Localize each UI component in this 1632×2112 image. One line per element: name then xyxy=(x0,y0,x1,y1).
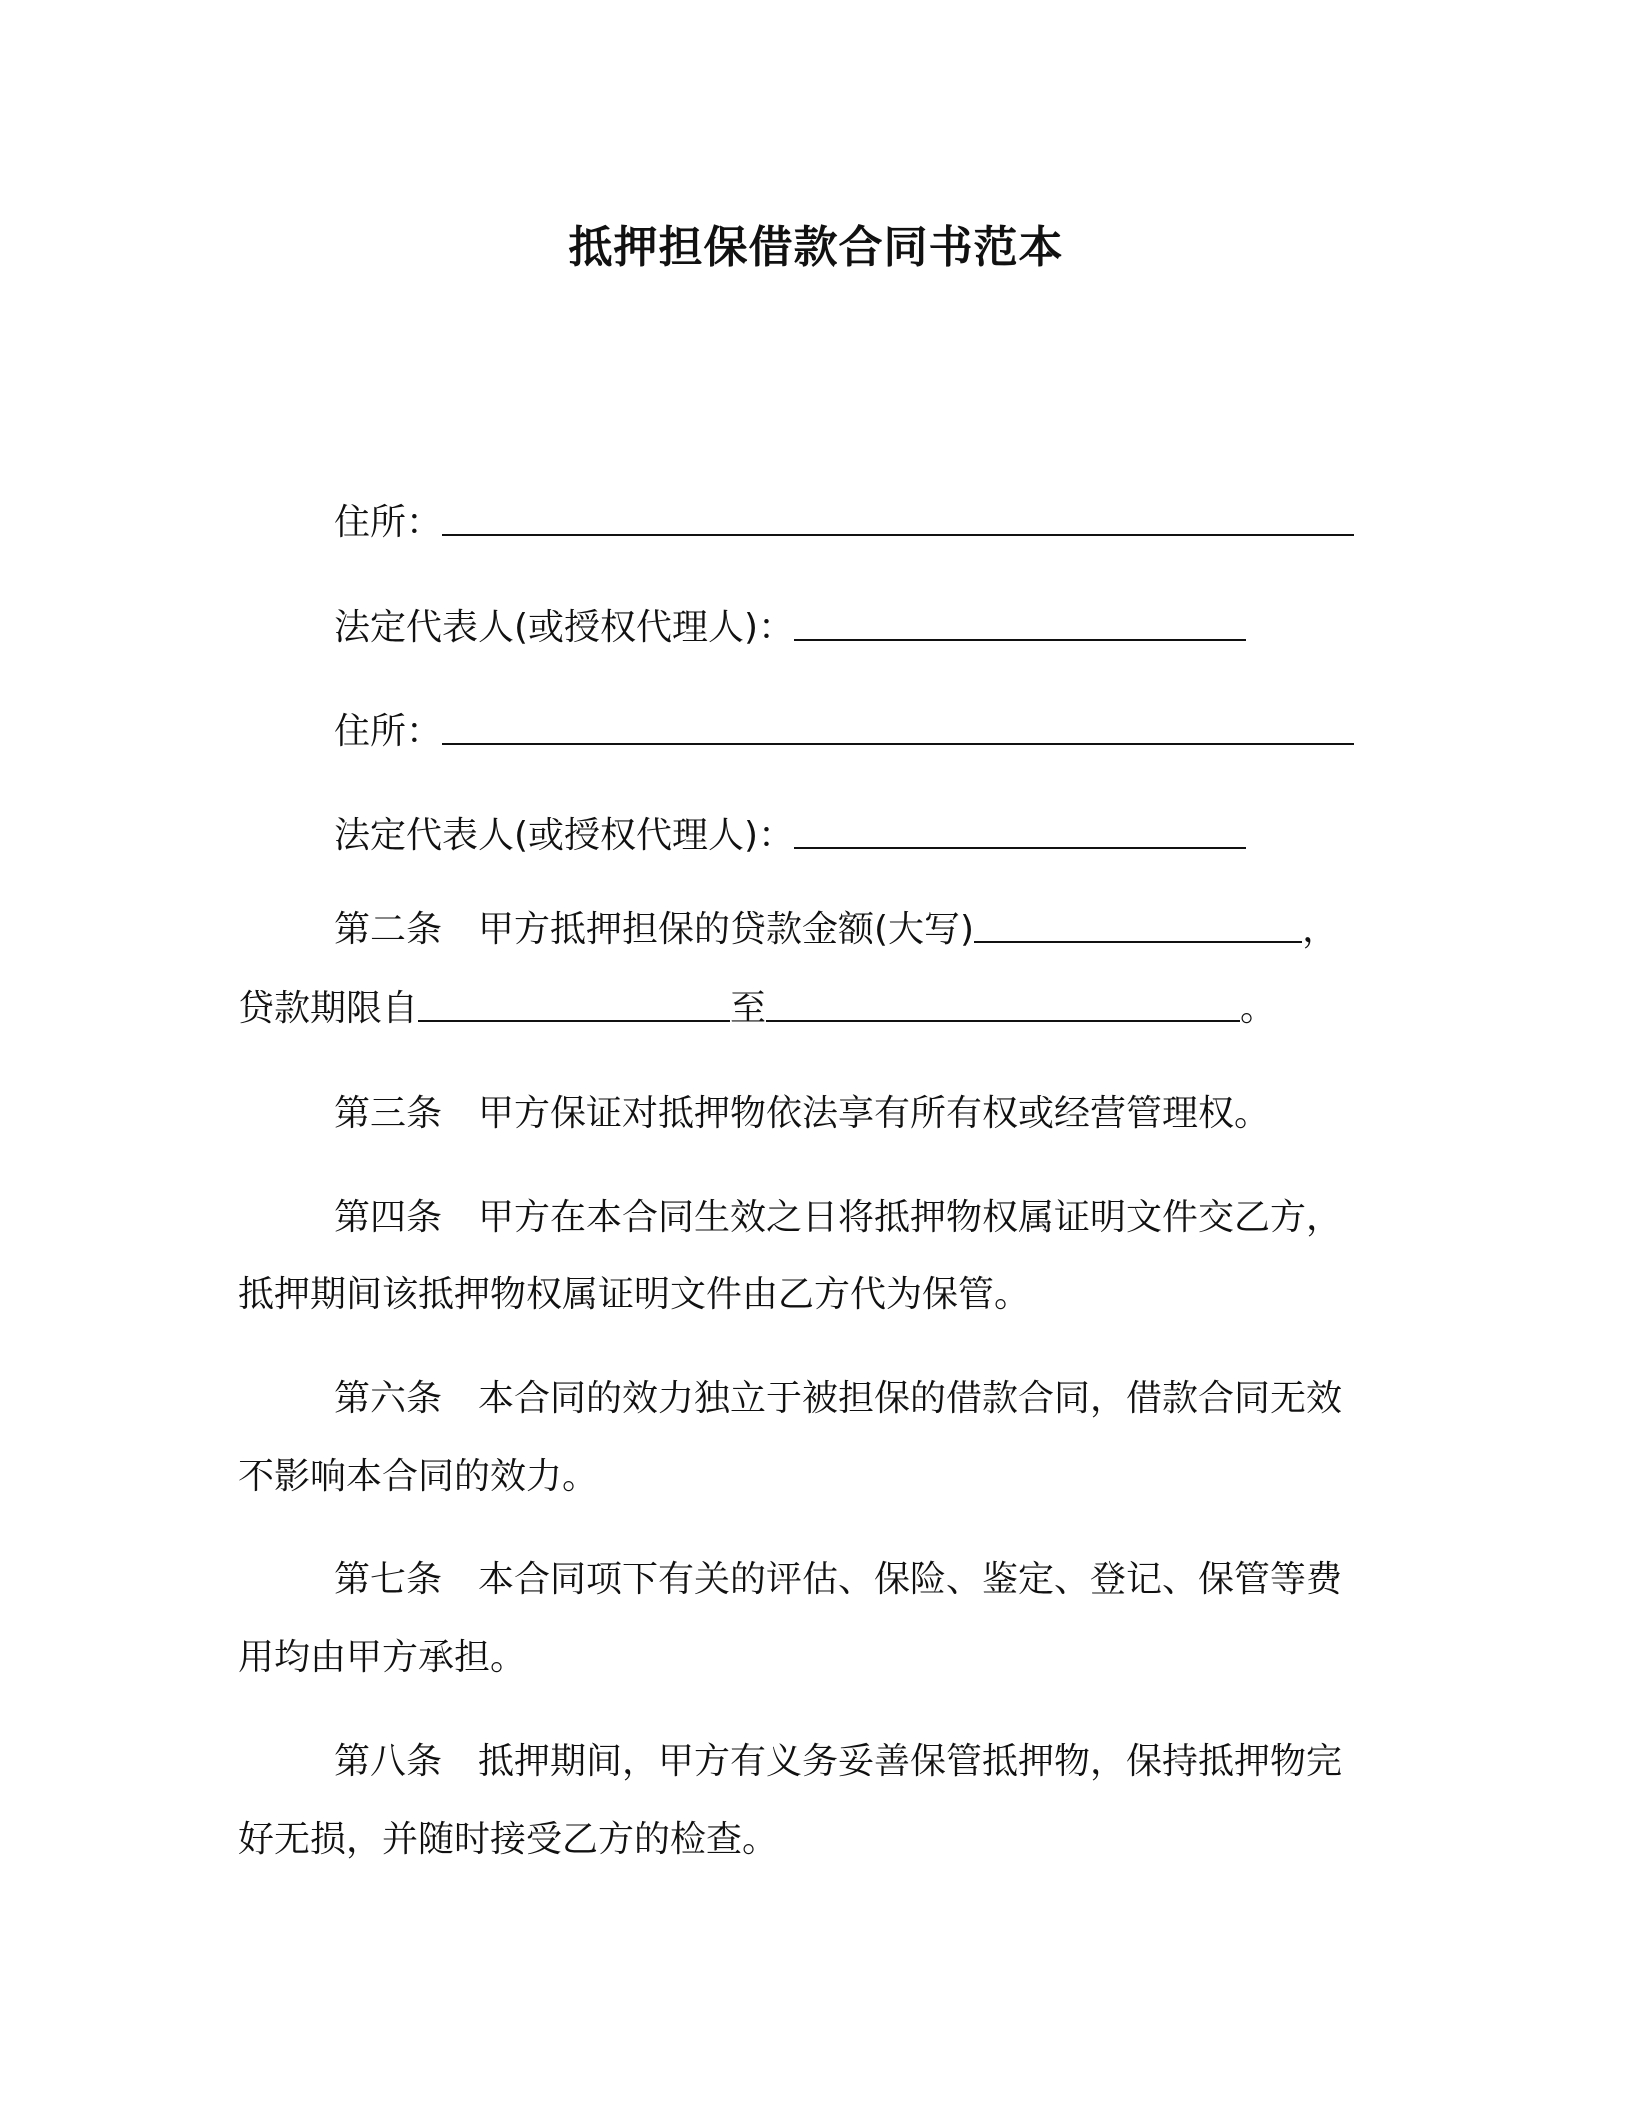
loan-term-start-blank xyxy=(418,1012,730,1022)
address-line-1 xyxy=(334,498,1354,548)
article-text: 甲方保证对抵押物依法享有所有权或经营管理权。 xyxy=(478,1093,1271,1134)
article-8-line-2 xyxy=(238,1815,778,1865)
article-punctuation: 。 xyxy=(1240,988,1277,1029)
article-text: 用均由甲方承担。 xyxy=(238,1637,527,1678)
article-text: 抵押期间该抵押物权属证明文件由乙方代为保管。 xyxy=(238,1274,1031,1315)
address-label: 住所： xyxy=(334,502,443,543)
article-number: 第七条 xyxy=(334,1559,443,1600)
loan-amount-blank xyxy=(974,933,1302,943)
article-number: 第四条 xyxy=(334,1197,443,1238)
address-line-2 xyxy=(334,707,1354,757)
article-text: 好无损，并随时接受乙方的检查。 xyxy=(238,1819,779,1860)
article-text: 抵押期间，甲方有义务妥善保管抵押物，保持抵押物完 xyxy=(478,1741,1343,1782)
article-3-line-1 xyxy=(334,1089,1270,1139)
representative-blank xyxy=(794,839,1246,849)
article-6-line-2 xyxy=(238,1452,598,1502)
article-number: 第六条 xyxy=(334,1378,443,1419)
representative-line-2 xyxy=(334,811,1246,861)
article-4-line-1 xyxy=(334,1193,1342,1243)
loan-term-end-blank xyxy=(766,1012,1240,1022)
article-text: 本合同项下有关的评估、保险、鉴定、登记、保管等费 xyxy=(478,1559,1343,1600)
article-text: 本合同的效力独立于被担保的借款合同，借款合同无效 xyxy=(478,1378,1343,1419)
address-blank xyxy=(442,735,1354,745)
address-blank xyxy=(442,526,1354,536)
representative-label: 法定代表人(或授权代理人)： xyxy=(334,607,795,648)
article-2-line-1 xyxy=(334,905,1338,955)
representative-label: 法定代表人(或授权代理人)： xyxy=(334,815,795,856)
article-6-line-1 xyxy=(334,1374,1342,1424)
loan-term-prefix: 贷款期限自 xyxy=(238,988,419,1029)
article-punctuation: ， xyxy=(1302,909,1339,950)
article-2-line-2 xyxy=(238,984,1276,1034)
article-text: 不影响本合同的效力。 xyxy=(238,1456,599,1497)
article-7-line-1 xyxy=(334,1555,1342,1605)
article-text: 甲方在本合同生效之日将抵押物权属证明文件交乙方， xyxy=(478,1197,1343,1238)
representative-line-1 xyxy=(334,603,1246,653)
article-number: 第八条 xyxy=(334,1741,443,1782)
representative-blank xyxy=(794,631,1246,641)
loan-term-middle: 至 xyxy=(730,988,767,1029)
article-number: 第二条 xyxy=(334,909,443,950)
article-8-line-1 xyxy=(334,1737,1342,1787)
article-number: 第三条 xyxy=(334,1093,443,1134)
document-title: 抵押担保借款合同书范本 xyxy=(568,222,1064,273)
address-label: 住所： xyxy=(334,711,443,752)
article-text: 甲方抵押担保的贷款金额(大写) xyxy=(478,909,975,950)
article-4-line-2 xyxy=(238,1270,1030,1320)
article-7-line-2 xyxy=(238,1633,526,1683)
